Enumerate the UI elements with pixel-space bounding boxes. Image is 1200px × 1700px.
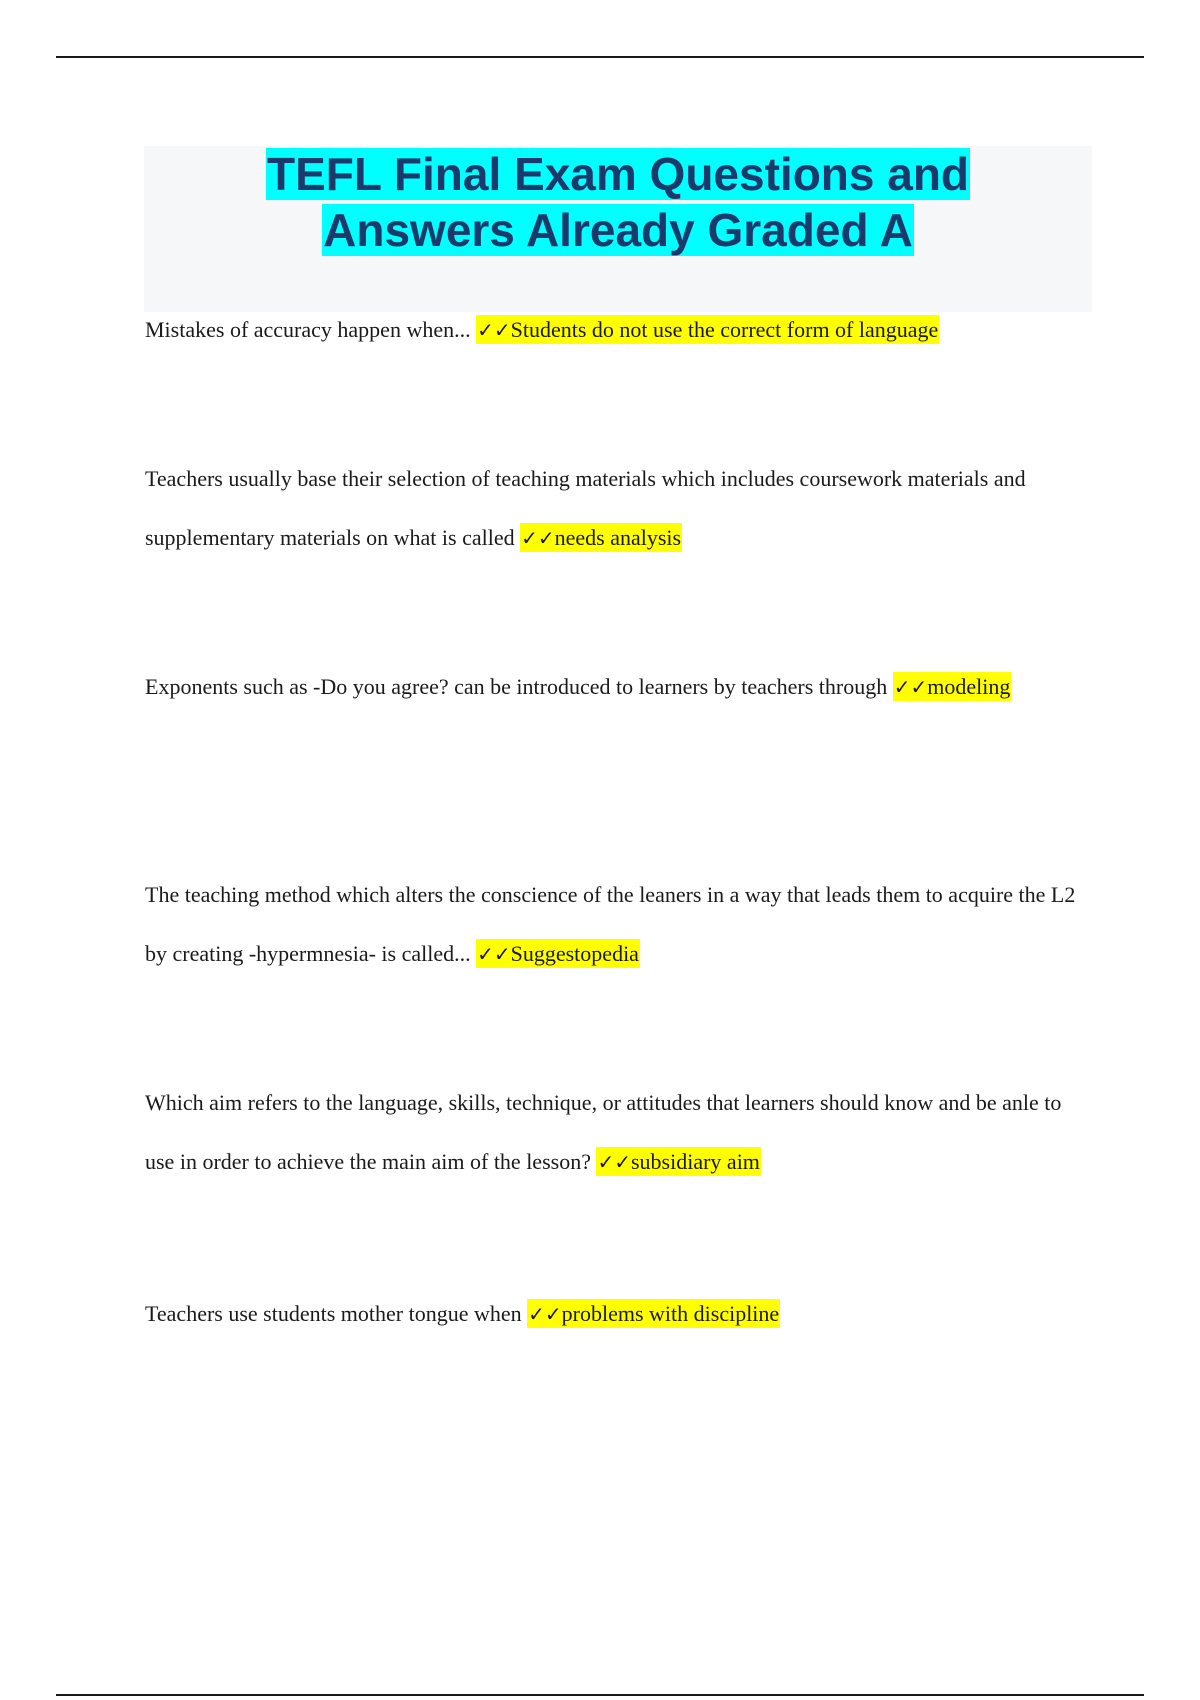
answer-highlight [520,523,682,552]
question-text: Exponents such as -Do you agree? can be introduced to learners by teachers through [145,674,888,699]
qa-item-1 [145,300,1095,360]
qa-item-6 [145,1284,1095,1344]
answer-highlight [596,1147,760,1176]
answer-highlight [476,315,939,344]
question-text: Which aim refers to the language, skills, technique, or attitudes that learners should know and be anle to use in order to achieve the main aim of the lesson? [145,1090,1062,1174]
question-text: Mistakes of accuracy happen when... [145,317,471,342]
title-line-1: TEFL Final Exam Questions and [266,148,970,200]
answer-text: modeling [927,674,1011,699]
qa-item-2 [145,449,1095,568]
answer-highlight [527,1299,780,1328]
double-check-icon: ✓✓ [477,942,511,966]
answer-text: Students do not use the correct form of language [510,317,939,342]
document-title [144,146,1092,258]
answer-highlight [893,672,1012,701]
qa-item-3 [145,657,1095,717]
qa-item-5 [145,1073,1095,1192]
qa-item-4 [145,865,1095,984]
double-check-icon: ✓✓ [477,318,511,342]
double-check-icon: ✓✓ [597,1150,631,1174]
double-check-icon: ✓✓ [893,675,928,699]
double-check-icon: ✓✓ [528,1302,562,1326]
answer-text: problems with discipline [561,1301,780,1326]
title-line-2: Answers Already Graded A [323,204,913,256]
question-text: The teaching method which alters the conscience of the leaners in a way that leads them to acquire the L2 by creating -hypermnesia- is called... [145,882,1076,966]
answer-text: subsidiary aim [630,1149,760,1174]
bottom-rule [56,1694,1144,1696]
title-block [144,146,1092,312]
question-text: Teachers use students mother tongue when [145,1301,522,1326]
double-check-icon: ✓✓ [521,526,555,550]
question-text: Teachers usually base their selection of teaching materials which includes coursework materials and supplementary materials on what is called [145,466,1026,550]
answer-text: needs analysis [554,525,682,550]
answer-text: Suggestopedia [510,941,639,966]
top-rule [56,56,1144,58]
answer-highlight [476,939,640,968]
